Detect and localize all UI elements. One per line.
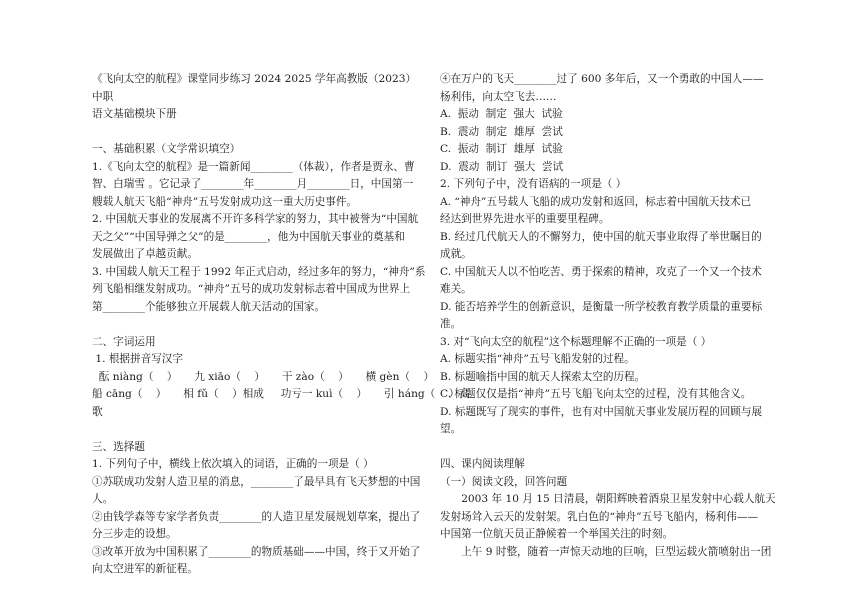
text-line: ①苏联成功发射人造卫星的消息，________了最早具有飞天梦想的中国 xyxy=(92,475,421,488)
text-line: 3. 对“飞向太空的航程”这个标题理解不正确的一项是（ ） xyxy=(440,335,712,348)
subsection-heading: （一）阅读文段，回答问题 xyxy=(440,475,568,488)
section-heading: 三、选择题 xyxy=(92,440,145,453)
text-line: 智、白瑞雪 。它记录了________年________月________日，中国第一 xyxy=(92,178,414,190)
text-line: 发展做出了卓越贡献。 xyxy=(92,248,198,260)
text-line: 成就。 xyxy=(440,248,472,260)
doc-title-line: 《飞向太空的航程》课堂同步练习 2024 2025 学年高教版（2023）中职 xyxy=(92,73,417,103)
text-line: B. 经过几代航天人的不懈努力，使中国的航天事业取得了举世瞩目的 xyxy=(440,230,762,243)
text-line: 1. 根据拼音写汉字 xyxy=(92,353,183,365)
text-line: 艘载人航天飞船“神舟”五号发射成功这一重大历史事件。 xyxy=(92,195,358,208)
text-line: 第________个能够独立开展载人航天活动的国家。 xyxy=(92,300,326,313)
text-line: 3. 中国载人航天工程于 1992 年正式启动，经过多年的努力，“神舟”系 xyxy=(92,265,426,278)
section-heading: 四、课内阅读理解 xyxy=(440,458,525,470)
text-line: 准。 xyxy=(440,318,462,330)
right-column xyxy=(440,71,776,561)
text-line: C. 中国航天人以不怕吃苦、勇于探索的精神，攻克了一个又一个技术 xyxy=(440,265,762,278)
text-line: A. 标题实指“神舟”五号飞船发射的过程。 xyxy=(440,353,635,365)
text-line: A. “神舟”五号载人飞船的成功发射和返回，标志着中国航天技术已 xyxy=(440,195,752,208)
text-line: 列飞船相继发射成功。“神舟”五号的成功发射标志着中国成为世界上 xyxy=(92,283,411,295)
option-line: D. 震动 制订 强大 尝试 xyxy=(440,160,564,173)
text-line: ③改革开放为中国积累了________的物质基础——中国，终于又开始了 xyxy=(92,545,421,558)
text-line: ②由钱学森等专家学者负责________的人造卫星发展规划草案，提出了 xyxy=(92,510,421,523)
passage-line: 上午 9 时整，随着一声惊天动地的巨响，巨型运载火箭喷射出一团 xyxy=(461,545,772,558)
passage-line: 发射场耸入云天的发射架。乳白色的“神舟”五号飞船内，杨利伟—— xyxy=(440,510,759,523)
text-line: 1. 下列句子中，横线上依次填入的词语，正确的一项是（ ） xyxy=(92,458,374,470)
text-line: 杨利伟，向太空飞去…… xyxy=(440,90,557,103)
text-line: B. 标题喻指中国的航天人探索太空的历程。 xyxy=(440,370,646,383)
option-line: C. 振动 制订 雄厚 试验 xyxy=(440,143,563,155)
text-line: 望。 xyxy=(440,423,462,435)
doc-title-line: 语文基础模块下册 xyxy=(92,108,177,120)
text-line: 人。 xyxy=(92,493,114,505)
option-line: B. 震动 制定 雄厚 尝试 xyxy=(440,125,563,138)
text-line: 天之父”“中国导弹之父”的是________，他为中国航天事业的奠基和 xyxy=(92,230,405,243)
pinyin-line: 歌 xyxy=(92,405,103,418)
text-line: 1.《飞向太空的航程》是一篇新闻________（体裁），作者是贾永、曹 xyxy=(92,160,415,173)
text-line: 2. 下列句子中，没有语病的一项是（ ） xyxy=(440,178,627,190)
section-heading: 二、字词运用 xyxy=(92,335,156,348)
text-line: 分三步走的设想。 xyxy=(92,528,177,540)
text-line: C. 标题仅仅是指“神舟”五号飞船飞向太空的过程，没有其他含义。 xyxy=(440,388,752,400)
option-line: A. 振动 制定 强大 试验 xyxy=(440,108,563,120)
text-line: 2. 中国航天事业的发展离不开许多科学家的努力，其中被誉为“中国航 xyxy=(92,213,419,225)
passage-line: 中国第一位航天员正静候着一个举国关注的时刻。 xyxy=(440,528,674,540)
pinyin-line: 船 cāng（ ） 相 fǔ（ ）相成 功亏一 kuì（ ） 引 háng（ ）高 xyxy=(92,388,470,400)
text-line: 向太空进军的新征程。 xyxy=(92,563,198,575)
text-line: ④在万户的飞天________过了 600 多年后，又一个勇敢的中国人—— xyxy=(440,73,764,85)
passage-line: 2003 年 10 月 15 日清晨，朝阳辉映着酒泉卫星发射中心载人航天 xyxy=(461,493,776,505)
text-line: 经达到世界先进水平的重要里程碑。 xyxy=(440,213,610,225)
text-line: D. 能否培养学生的创新意识，是衡量一所学校教育教学质量的重要标 xyxy=(440,300,763,313)
section-heading: 一、基础积累（文学常识填空） xyxy=(92,143,241,155)
text-line: 难关。 xyxy=(440,283,472,295)
pinyin-line: 酝 niàng（ ） 九 xiāo（ ） 干 zào（ ） 横 gèn（ ） xyxy=(92,370,435,383)
text-line: D. 标题既写了现实的事件，也有对中国航天事业发展历程的回顾与展 xyxy=(440,405,763,418)
